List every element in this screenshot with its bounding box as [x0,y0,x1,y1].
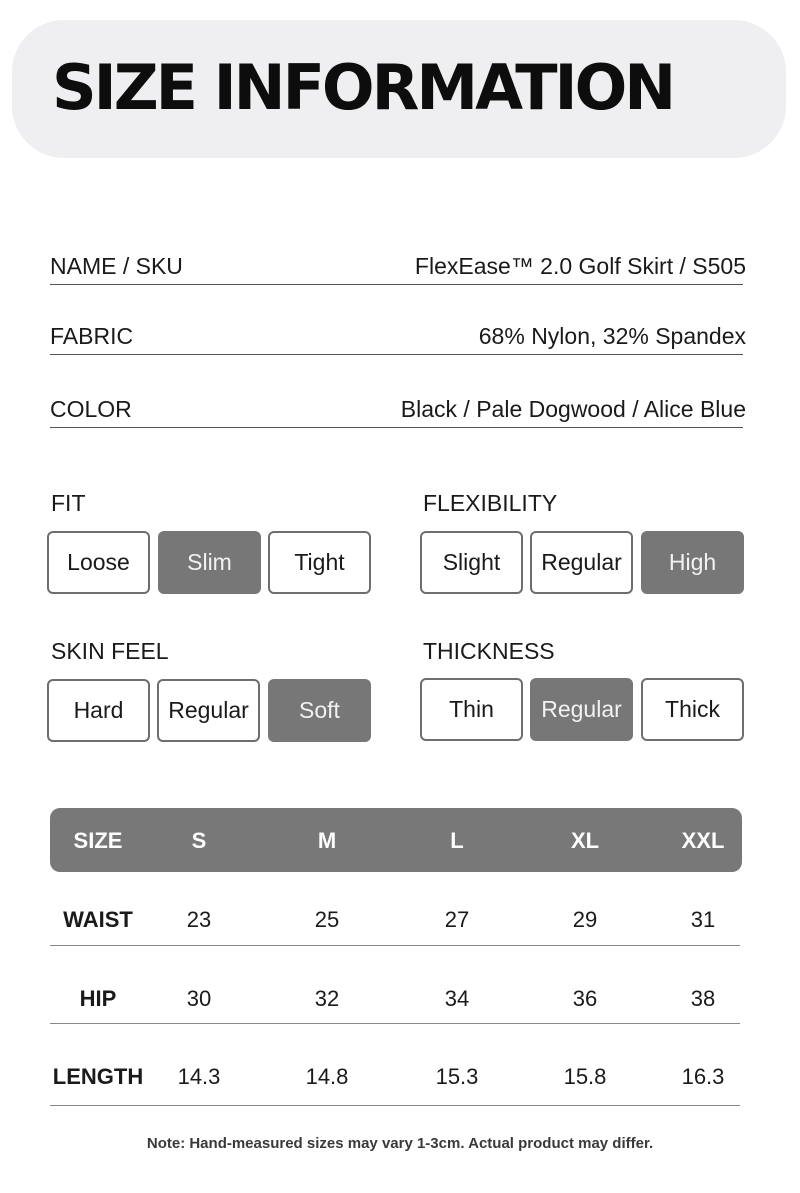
thickness-option-thick: Thick [641,678,744,741]
fit-option-tight: Tight [268,531,371,594]
info-label: COLOR [50,396,132,422]
table-cell: 38 [690,986,716,1011]
info-value: FlexEase™ 2.0 Golf Skirt / S505 [414,253,746,279]
table-cell: 27 [444,907,470,932]
thickness-option-regular: Regular [530,678,633,741]
header-cell-m: M [317,828,337,853]
table-cell: 34 [444,986,470,1011]
table-cell: 31 [690,907,716,932]
table-cell: 25 [314,907,340,932]
table-cell: 32 [314,986,340,1011]
table-cell: 14.3 [177,1064,221,1089]
info-label: FABRIC [50,323,134,349]
thickness-option-thin: Thin [420,678,523,741]
flexibility-option-regular: Regular [530,531,633,594]
flexibility-option-high: High [641,531,744,594]
info-row-fabric [50,315,746,355]
table-cell: 29 [572,907,598,932]
row-label: HIP [79,986,117,1011]
table-row-hip [50,946,740,1024]
fit-heading: FIT [51,490,86,516]
info-row-name-sku [50,245,746,285]
row-label: LENGTH [52,1064,144,1089]
header-cell-l: L [450,828,464,853]
info-value: Black / Pale Dogwood / Alice Blue [400,396,746,422]
disclaimer-note: Note: Hand-measured sizes may vary 1-3cm. Actual product may differ. [146,1135,654,1152]
table-cell: 30 [186,986,212,1011]
header-cell-size: SIZE [73,828,123,853]
table-cell: 14.8 [305,1064,349,1089]
page-title: SIZE INFORMATION [52,51,674,124]
table-row-waist [50,880,740,946]
skin-feel-heading: SKIN FEEL [51,638,169,664]
table-cell: 36 [572,986,598,1011]
header-cell-xxl: XXL [681,828,725,853]
info-row-color [50,388,746,428]
fit-option-loose: Loose [47,531,150,594]
table-cell: 16.3 [681,1064,725,1089]
skin-feel-option-regular: Regular [157,679,260,742]
thickness-heading: THICKNESS [423,638,555,664]
info-value: 68% Nylon, 32% Spandex [478,323,746,349]
skin-feel-option-hard: Hard [47,679,150,742]
table-cell: 15.8 [563,1064,607,1089]
table-cell: 15.3 [435,1064,479,1089]
size-table-header [50,808,742,872]
fit-option-slim: Slim [158,531,261,594]
header-cell-xl: XL [570,828,600,853]
info-label: NAME / SKU [50,253,183,279]
skin-feel-option-soft: Soft [268,679,371,742]
row-label: WAIST [63,907,133,932]
table-cell: 23 [186,907,212,932]
table-row-length [50,1024,740,1106]
flexibility-heading: FLEXIBILITY [423,490,558,516]
header-cell-s: S [191,828,207,853]
flexibility-option-slight: Slight [420,531,523,594]
